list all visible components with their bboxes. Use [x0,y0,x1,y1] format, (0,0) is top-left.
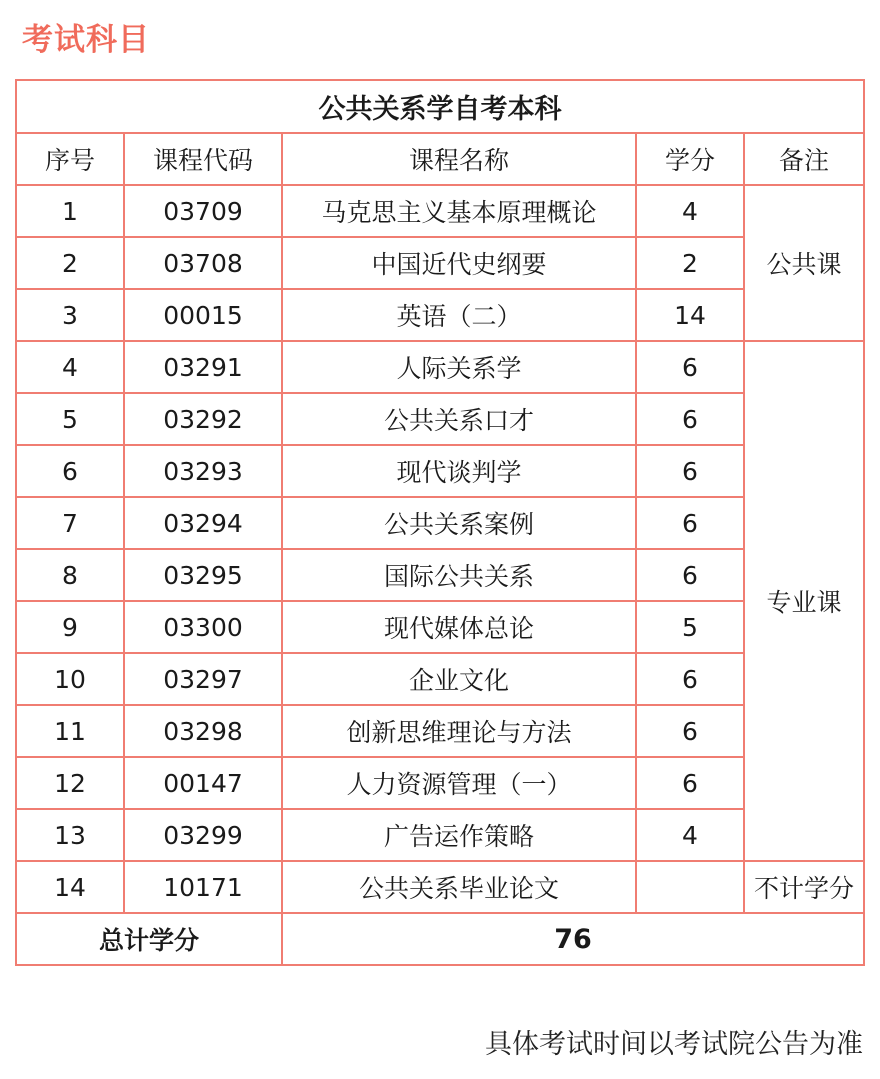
row-code: 00147 [124,757,282,809]
row-name: 中国近代史纲要 [282,237,636,289]
table-title-row [16,80,864,133]
row-name: 国际公共关系 [282,549,636,601]
table-row [16,185,864,237]
row-name: 英语（二） [282,289,636,341]
row-credit: 6 [636,705,744,757]
page-heading: 考试科目 [22,22,150,58]
row-code: 03709 [124,185,282,237]
table-row [16,757,864,809]
total-label: 总计学分 [16,913,282,965]
row-name: 公共关系案例 [282,497,636,549]
row-credit: 6 [636,653,744,705]
row-no: 14 [16,861,124,913]
row-code: 03299 [124,809,282,861]
remark-major: 专业课 [744,341,864,861]
row-credit [636,861,744,913]
row-code: 03295 [124,549,282,601]
row-name: 公共关系口才 [282,393,636,445]
row-credit: 4 [636,185,744,237]
row-code: 03292 [124,393,282,445]
row-no: 3 [16,289,124,341]
row-credit: 6 [636,757,744,809]
row-code: 03294 [124,497,282,549]
row-name: 企业文化 [282,653,636,705]
row-code: 03300 [124,601,282,653]
table-row [16,445,864,497]
exam-subjects-table [15,79,865,966]
row-name: 人际关系学 [282,341,636,393]
header-credit: 学分 [636,133,744,185]
row-credit: 14 [636,289,744,341]
row-name: 广告运作策略 [282,809,636,861]
table-row [16,289,864,341]
row-credit: 6 [636,393,744,445]
table-row [16,549,864,601]
row-code: 03293 [124,445,282,497]
row-no: 8 [16,549,124,601]
row-no: 12 [16,757,124,809]
row-no: 4 [16,341,124,393]
header-code: 课程代码 [124,133,282,185]
table-row [16,705,864,757]
row-name: 公共关系毕业论文 [282,861,636,913]
row-credit: 6 [636,497,744,549]
table-row [16,809,864,861]
header-name: 课程名称 [282,133,636,185]
row-name: 创新思维理论与方法 [282,705,636,757]
row-name: 马克思主义基本原理概论 [282,185,636,237]
row-no: 7 [16,497,124,549]
table-row [16,237,864,289]
row-no: 13 [16,809,124,861]
row-no: 11 [16,705,124,757]
header-no: 序号 [16,133,124,185]
row-credit: 6 [636,341,744,393]
table-row [16,393,864,445]
row-credit: 2 [636,237,744,289]
table-row [16,341,864,393]
row-no: 9 [16,601,124,653]
table-row [16,653,864,705]
row-code: 03298 [124,705,282,757]
row-code: 10171 [124,861,282,913]
row-name: 人力资源管理（一） [282,757,636,809]
row-code: 03291 [124,341,282,393]
row-no: 2 [16,237,124,289]
row-credit: 6 [636,445,744,497]
row-credit: 6 [636,549,744,601]
row-code: 00015 [124,289,282,341]
table-title: 公共关系学自考本科 [16,80,864,133]
header-remark: 备注 [744,133,864,185]
footer-note: 具体考试时间以考试院公告为准 [485,1029,863,1060]
table-row [16,601,864,653]
remark-public: 公共课 [744,185,864,341]
row-no: 1 [16,185,124,237]
row-credit: 4 [636,809,744,861]
row-no: 5 [16,393,124,445]
table-row [16,861,864,913]
row-credit: 5 [636,601,744,653]
total-row [16,913,864,965]
row-no: 6 [16,445,124,497]
row-name: 现代媒体总论 [282,601,636,653]
row-name: 现代谈判学 [282,445,636,497]
row-code: 03297 [124,653,282,705]
remark-no-credit: 不计学分 [744,861,864,913]
total-value: 76 [282,913,864,965]
table-row [16,497,864,549]
table-header-row [16,133,864,185]
row-no: 10 [16,653,124,705]
row-code: 03708 [124,237,282,289]
